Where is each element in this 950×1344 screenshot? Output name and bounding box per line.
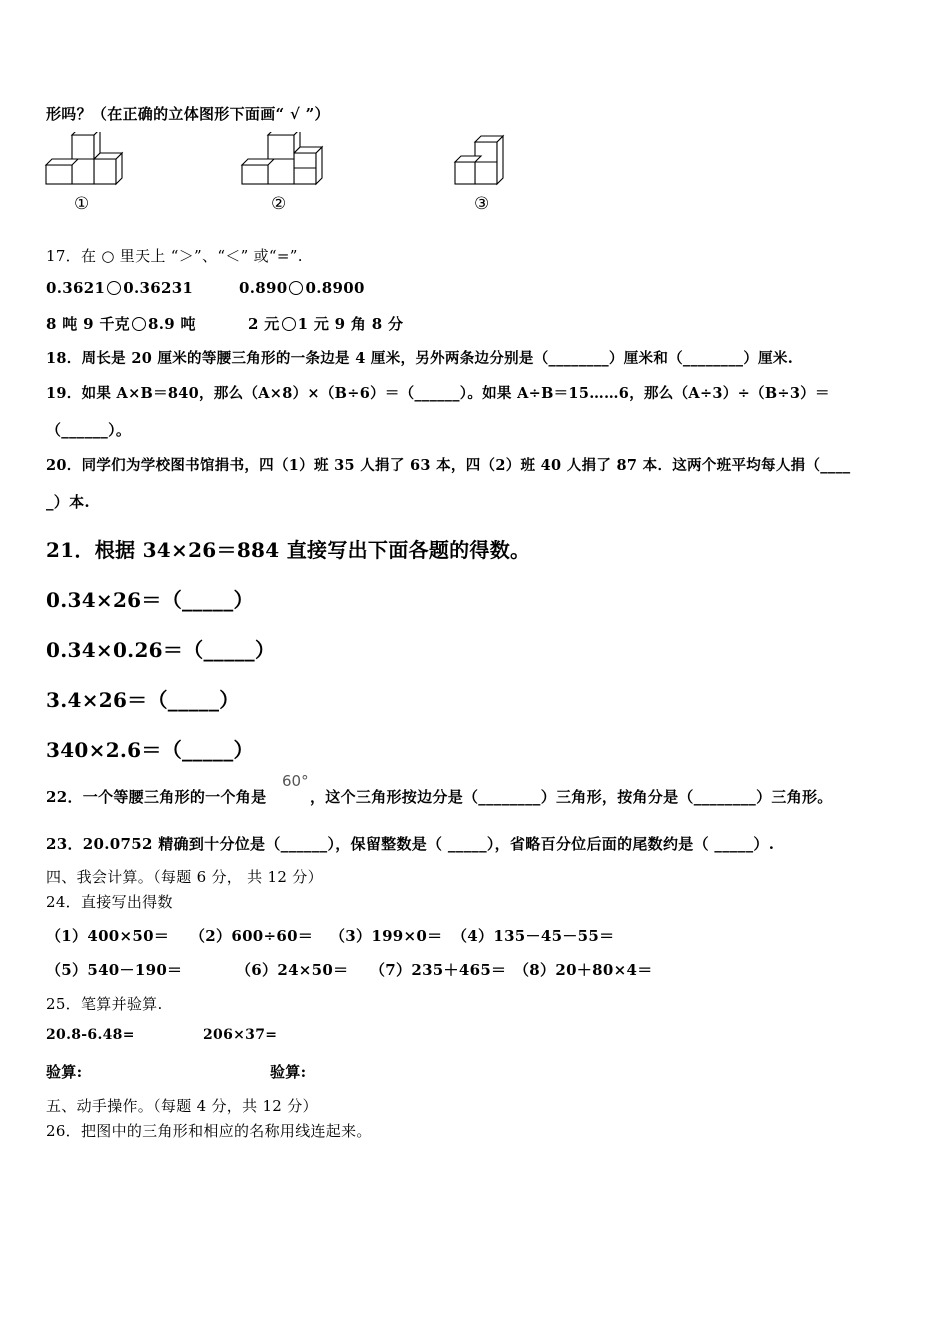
figure-label-3: ③: [474, 194, 490, 214]
q17-row-2: [46, 313, 196, 334]
q20-line1: 20．同学们为学校图书馆捐书，四（1）班 35 人捐了 63 本，四（2）班 40 人捐了 87 本．这两个班平均每人捐（____: [46, 457, 851, 474]
section-5-title: 五、动手操作。（每题 4 分，共 12 分）: [46, 1097, 318, 1115]
q25-title: 25．笔算并验算.: [46, 995, 163, 1013]
q25-check-2: 验算:: [270, 1063, 307, 1081]
q20-line2: _）本.: [46, 493, 90, 511]
q26-text: 26．把图中的三角形和相应的名称用线连起来。: [46, 1122, 372, 1140]
q21-title: 21．根据 34×26＝884 直接写出下面各题的得数。: [46, 538, 531, 562]
q25-check-1: 验算:: [46, 1063, 83, 1081]
q17-row-2b: [248, 313, 403, 334]
q16-text: 形吗？（在正确的立体图形下面画“ √ ”）: [46, 105, 330, 123]
cube-figure-2: [240, 132, 328, 188]
q24-r1-2: （2）600÷60＝: [190, 927, 314, 945]
q17-d-right: 1 元 9 角 8 分: [297, 315, 404, 333]
q24-r2-1: （5）540－190＝: [46, 961, 183, 979]
figure-label-2: ②: [271, 194, 287, 214]
q17-row-1: [46, 279, 193, 297]
q24-r2-3: （7）235＋465＝: [370, 961, 507, 979]
q17-c-right: 8.9 吨: [147, 315, 196, 333]
q19-line2: （______）。: [46, 421, 132, 439]
q24-r1-4: （4）135－45－55＝: [452, 927, 615, 945]
q17-a-left: 0.3621: [46, 279, 106, 297]
q22-before: 22．一个等腰三角形的一个角是: [46, 788, 267, 806]
compare-circle[interactable]: [289, 281, 303, 295]
q24-r2-2: （6）24×50＝: [236, 961, 349, 979]
q21-item-2: 0.34×0.26＝（_____）: [46, 638, 276, 662]
q22-after: ，这个三角形按边分是（________）三角形，按角分是（________）三角形。: [310, 788, 833, 806]
q24-r2-4: （8）20＋80×4＝: [514, 961, 653, 979]
q18-text: 18．周长是 20 厘米的等腰三角形的一条边是 4 厘米，另外两条边分别是（________）厘米和（________）厘米.: [46, 350, 794, 367]
q17-a-right: 0.36231: [123, 279, 194, 297]
q24-title: 24．直接写出得数: [46, 893, 173, 911]
q17-c-left: 8 吨 9 千克: [46, 315, 130, 333]
compare-circle[interactable]: [282, 317, 296, 331]
q17-b-right: 0.8900: [305, 279, 365, 297]
q21-item-1: 0.34×26＝（_____）: [46, 588, 254, 612]
q21-item-4: 340×2.6＝（_____）: [46, 738, 254, 762]
figure-label-1: ①: [74, 194, 90, 214]
q21-item-3: 3.4×26＝（_____）: [46, 688, 240, 712]
q25-expr-2: 206×37=: [203, 1027, 278, 1043]
q22-angle: 60°: [282, 772, 309, 790]
q17-b-left: 0.890: [239, 279, 288, 297]
q24-r1-3: （3）199×0＝: [330, 927, 443, 945]
q17-d-left: 2 元: [248, 315, 280, 333]
q24-r1-1: （1）400×50＝: [46, 927, 170, 945]
cube-figure-3: [453, 132, 517, 188]
compare-circle[interactable]: [132, 317, 146, 331]
q17-row-1b: [239, 279, 365, 297]
compare-circle[interactable]: [107, 281, 121, 295]
q17-title: 17．在 ○ 里天上 “＞”、“＜” 或“=”.: [46, 247, 303, 265]
q19-line1: 19．如果 A×B＝840，那么（A×8）×（B÷6）＝（______）。如果 A÷B＝15……6，那么（A÷3）÷（B÷3）＝: [46, 385, 830, 402]
q25-expr-1: 20.8-6.48=: [46, 1027, 135, 1043]
q23-text: 23．20.0752 精确到十分位是（______），保留整数是（ _____），省略百分位后面的尾数约是（ _____）.: [46, 835, 775, 853]
cube-figure-1: [44, 132, 124, 188]
section-4-title: 四、我会计算。（每题 6 分， 共 12 分）: [46, 868, 323, 886]
